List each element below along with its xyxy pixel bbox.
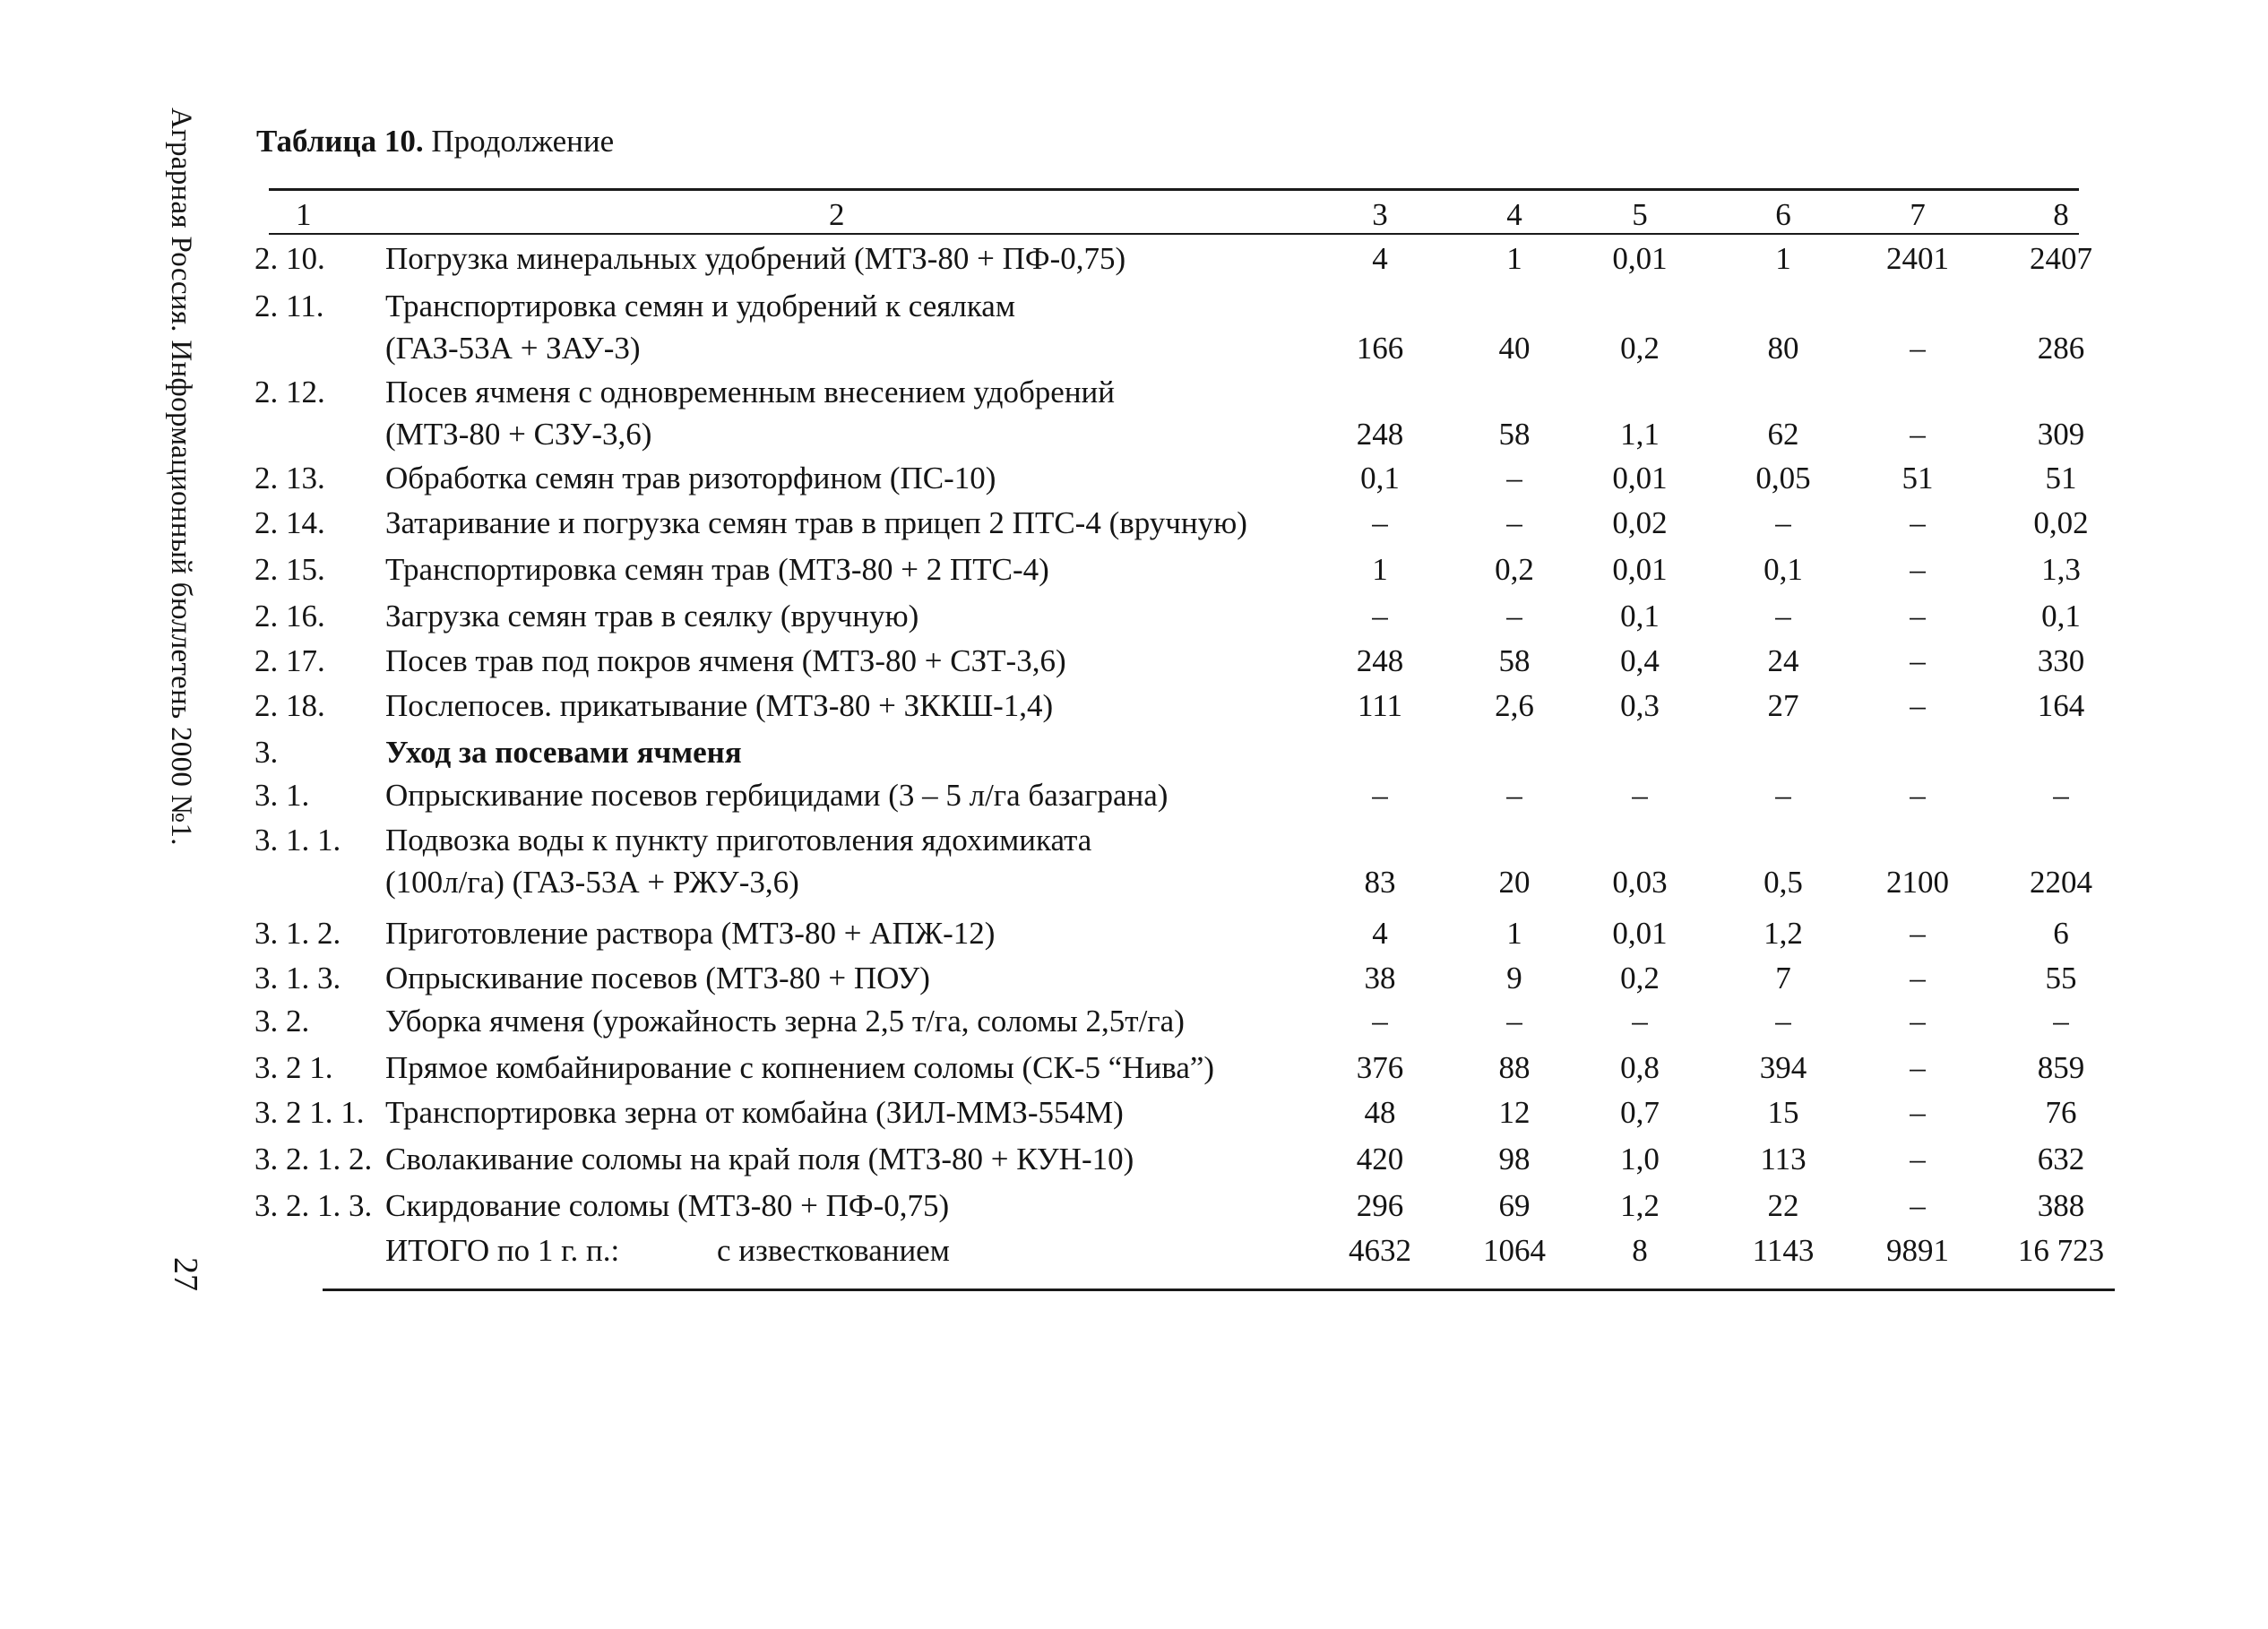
table-row (251, 774, 2142, 816)
table-row (251, 640, 2142, 682)
table-row (251, 237, 2142, 280)
value-col-5: 0,4 (1620, 643, 1660, 678)
row-number: 2. 15. (254, 552, 325, 587)
value-col-5: 0,3 (1620, 688, 1660, 723)
value-col-5: 1,0 (1620, 1142, 1660, 1176)
table-row (251, 819, 2142, 903)
value-col-6: 24 (1767, 643, 1799, 678)
table-row (251, 912, 2142, 954)
value-col-4: 0,2 (1495, 552, 1534, 587)
value-col-3: 166 (1356, 331, 1404, 366)
value-col-5: – (1632, 778, 1648, 813)
value-col-6: 27 (1767, 688, 1799, 723)
total-value-col-8: 16 723 (2017, 1233, 2105, 1268)
operation-name: Транспортировка семян трав (МТЗ-80 + 2 ПТС-4) (385, 552, 1049, 587)
column-header-6: 6 (1775, 197, 1791, 232)
operation-name: Загрузка семян трав в сеялку (вручную) (385, 599, 919, 634)
value-col-4: 69 (1498, 1188, 1531, 1223)
value-col-5: 0,1 (1620, 599, 1660, 634)
value-col-7: – (1910, 916, 1926, 951)
operation-name: Опрыскивание посевов гербицидами (3 – 5 л/га базаграна) (385, 778, 1168, 813)
table-row (251, 685, 2142, 727)
value-col-6: 62 (1767, 417, 1799, 452)
value-col-3: 1 (1372, 552, 1388, 587)
row-number: 3. 2 1. 1. (254, 1095, 365, 1130)
table-caption-text: Продолжение (423, 124, 615, 159)
running-head: Аграрная Россия. Информационный бюллетень 2000 №1. (165, 108, 197, 846)
value-col-8: 76 (2045, 1095, 2077, 1130)
row-number: 2. 11. (254, 289, 324, 323)
row-number: 3. 1. 1. (254, 823, 341, 858)
value-col-8: 0,1 (2041, 599, 2081, 634)
value-col-3: – (1372, 599, 1388, 634)
value-col-4: – (1506, 461, 1522, 496)
value-col-6: – (1775, 778, 1791, 813)
value-col-7: – (1910, 778, 1926, 813)
value-col-7: – (1910, 331, 1926, 366)
column-header-7: 7 (1910, 197, 1926, 232)
value-col-8: 6 (2053, 916, 2069, 951)
row-number: 2. 16. (254, 599, 325, 634)
value-col-6: 113 (1760, 1142, 1807, 1176)
value-col-4: – (1506, 778, 1522, 813)
value-col-4: 12 (1498, 1095, 1531, 1130)
operation-name: Сволакивание соломы на край поля (МТЗ-80 + КУН-10) (385, 1142, 1134, 1176)
table-row (251, 1047, 2142, 1089)
value-col-6: 15 (1767, 1095, 1799, 1130)
value-col-4: 58 (1498, 643, 1531, 678)
value-col-5: 0,8 (1620, 1050, 1660, 1085)
row-number: 2. 13. (254, 461, 325, 496)
value-col-5: 0,01 (1612, 241, 1668, 276)
value-col-7: 2100 (1886, 865, 1949, 900)
operation-name: Посев ячменя с одновременным внесением удобрений (385, 375, 1116, 409)
table-row (251, 457, 2142, 499)
operation-name: (ГАЗ-53А + ЗАУ-3) (385, 331, 641, 366)
table-row (251, 1138, 2142, 1180)
value-col-5: 0,03 (1612, 865, 1668, 900)
table-caption-label: Таблица 10. (256, 124, 424, 159)
value-col-4: 1 (1506, 916, 1522, 951)
value-col-8: 164 (2037, 688, 2085, 723)
value-col-5: 1,1 (1620, 417, 1660, 452)
row-number: 3. 1. 2. (254, 916, 341, 951)
value-col-8: 286 (2037, 331, 2085, 366)
total-note: с известкованием (717, 1233, 950, 1268)
value-col-4: 98 (1498, 1142, 1531, 1176)
value-col-5: – (1632, 1004, 1648, 1039)
value-col-8: 0,02 (2033, 505, 2089, 540)
value-col-5: 0,7 (1620, 1095, 1660, 1130)
operation-name: (100л/га) (ГАЗ-53А + РЖУ-3,6) (385, 865, 799, 900)
column-header-1: 1 (296, 197, 312, 232)
value-col-3: 38 (1364, 961, 1396, 996)
value-col-7: – (1910, 1095, 1926, 1130)
value-col-7: – (1910, 1050, 1926, 1085)
operation-name: Транспортировка семян и удобрений к сеялкам (385, 289, 1015, 323)
value-col-8: – (2053, 1004, 2069, 1039)
value-col-6: – (1775, 599, 1791, 634)
value-col-5: 0,01 (1612, 916, 1668, 951)
value-col-8: 2204 (2030, 865, 2092, 900)
value-col-3: 376 (1356, 1050, 1404, 1085)
value-col-8: 859 (2037, 1050, 2085, 1085)
table-row (251, 731, 2142, 773)
total-row (251, 1229, 2142, 1271)
row-number: 2. 18. (254, 688, 325, 723)
operation-name: Уход за посевами ячменя (385, 735, 742, 770)
value-col-3: 420 (1356, 1142, 1404, 1176)
value-col-4: 20 (1498, 865, 1531, 900)
column-header-4: 4 (1506, 197, 1522, 232)
value-col-8: 51 (2045, 461, 2077, 496)
column-header-8: 8 (2053, 197, 2069, 232)
value-col-7: – (1910, 1188, 1926, 1223)
value-col-6: 1 (1775, 241, 1791, 276)
table-row (251, 1091, 2142, 1133)
value-col-3: 296 (1356, 1188, 1404, 1223)
operation-name: Приготовление раствора (МТЗ-80 + АПЖ-12) (385, 916, 996, 951)
value-col-3: 4 (1372, 241, 1388, 276)
value-col-6: 0,1 (1764, 552, 1803, 587)
operation-name: (МТЗ-80 + СЗУ-3,6) (385, 417, 652, 452)
row-number: 3. (254, 735, 279, 770)
value-col-4: 58 (1498, 417, 1531, 452)
value-col-8: 1,3 (2041, 552, 2081, 587)
value-col-7: – (1910, 599, 1926, 634)
total-value-col-7: 9891 (1886, 1233, 1949, 1268)
operation-name: Обработка семян трав ризоторфином (ПС-10) (385, 461, 996, 496)
value-col-4: – (1506, 599, 1522, 634)
value-col-3: 248 (1356, 643, 1404, 678)
value-col-7: – (1910, 1142, 1926, 1176)
value-col-6: 1,2 (1764, 916, 1803, 951)
column-header-5: 5 (1632, 197, 1648, 232)
value-col-8: 330 (2037, 643, 2085, 678)
value-col-7: – (1910, 552, 1926, 587)
table-row (251, 548, 2142, 590)
table-bottom-rule (323, 1289, 2115, 1291)
column-header-3: 3 (1372, 197, 1388, 232)
row-number: 3. 1. 3. (254, 961, 341, 996)
value-col-3: – (1372, 1004, 1388, 1039)
table-row (251, 1000, 2142, 1042)
value-col-3: – (1372, 778, 1388, 813)
row-number: 3. 2. (254, 1004, 310, 1039)
value-col-3: 0,1 (1360, 461, 1400, 496)
value-col-7: – (1910, 688, 1926, 723)
value-col-4: 2,6 (1495, 688, 1534, 723)
value-col-6: – (1775, 505, 1791, 540)
operation-name: Уборка ячменя (урожайность зерна 2,5 т/га, соломы 2,5т/га) (385, 1004, 1185, 1039)
value-col-5: 1,2 (1620, 1188, 1660, 1223)
table-top-rule (269, 188, 2079, 191)
total-value-col-5: 8 (1632, 1233, 1648, 1268)
table-caption (256, 124, 614, 159)
row-number: 3. 2. 1. 2. (254, 1142, 373, 1176)
page-number: 27 (167, 1257, 204, 1291)
value-col-7: – (1910, 643, 1926, 678)
value-col-4: 1 (1506, 241, 1522, 276)
row-number: 2. 17. (254, 643, 325, 678)
value-col-3: 48 (1364, 1095, 1396, 1130)
value-col-7: – (1910, 1004, 1926, 1039)
value-col-5: 0,2 (1620, 961, 1660, 996)
table-row (251, 595, 2142, 637)
value-col-6: 7 (1775, 961, 1791, 996)
column-header-2: 2 (829, 197, 845, 232)
operation-name: Подвозка воды к пункту приготовления ядохимиката (385, 823, 1092, 858)
table-row (251, 1185, 2142, 1227)
operation-name: Транспортировка зерна от комбайна (ЗИЛ-ММЗ-554М) (385, 1095, 1124, 1130)
value-col-6: 0,05 (1755, 461, 1811, 496)
table-row (251, 957, 2142, 999)
value-col-4: – (1506, 1004, 1522, 1039)
row-number: 2. 10. (254, 241, 325, 276)
value-col-5: 0,02 (1612, 505, 1668, 540)
value-col-7: – (1910, 417, 1926, 452)
value-col-4: 88 (1498, 1050, 1531, 1085)
value-col-4: – (1506, 505, 1522, 540)
value-col-7: – (1910, 961, 1926, 996)
running-head-sidebar (161, 108, 197, 1290)
row-number: 3. 2. 1. 3. (254, 1188, 373, 1223)
value-col-7: – (1910, 505, 1926, 540)
value-col-8: 55 (2045, 961, 2077, 996)
value-col-8: 388 (2037, 1188, 2085, 1223)
value-col-6: 394 (1759, 1050, 1807, 1085)
value-col-8: 2407 (2030, 241, 2092, 276)
operation-name: Посев трав под покров ячменя (МТЗ-80 + СЗТ-3,6) (385, 643, 1066, 678)
value-col-8: – (2053, 778, 2069, 813)
value-col-3: 248 (1356, 417, 1404, 452)
total-label: ИТОГО по 1 г. п.: (385, 1233, 620, 1268)
total-value-col-3: 4632 (1349, 1233, 1411, 1268)
value-col-5: 0,01 (1612, 461, 1668, 496)
value-col-7: 51 (1901, 461, 1934, 496)
value-col-6: 0,5 (1764, 865, 1803, 900)
value-col-3: 111 (1358, 688, 1402, 723)
value-col-3: 4 (1372, 916, 1388, 951)
value-col-4: 40 (1498, 331, 1531, 366)
row-number: 3. 2 1. (254, 1050, 333, 1085)
value-col-3: 83 (1364, 865, 1396, 900)
total-value-col-4: 1064 (1483, 1233, 1546, 1268)
value-col-7: 2401 (1886, 241, 1949, 276)
value-col-5: 0,01 (1612, 552, 1668, 587)
row-number: 3. 1. (254, 778, 310, 813)
table-row (251, 285, 2142, 369)
table-header-row (251, 194, 2142, 236)
value-col-5: 0,2 (1620, 331, 1660, 366)
value-col-6: 80 (1767, 331, 1799, 366)
row-number: 2. 12. (254, 375, 325, 409)
value-col-8: 309 (2037, 417, 2085, 452)
table-row (251, 371, 2142, 455)
table-row (251, 502, 2142, 544)
total-value-col-6: 1143 (1752, 1233, 1815, 1268)
value-col-3: – (1372, 505, 1388, 540)
value-col-6: – (1775, 1004, 1791, 1039)
operation-name: Затаривание и погрузка семян трав в прицеп 2 ПТС-4 (вручную) (385, 505, 1247, 540)
operation-name: Погрузка минеральных удобрений (МТЗ-80 + ПФ-0,75) (385, 241, 1126, 276)
value-col-8: 632 (2037, 1142, 2085, 1176)
operation-name: Послепосев. прикатывание (МТЗ-80 + ЗККШ-1,4) (385, 688, 1054, 723)
value-col-6: 22 (1767, 1188, 1799, 1223)
operation-name: Прямое комбайнирование с копнением соломы (СК-5 “Нива”) (385, 1050, 1215, 1085)
operation-name: Опрыскивание посевов (МТЗ-80 + ПОУ) (385, 961, 930, 996)
row-number: 2. 14. (254, 505, 325, 540)
operation-name: Скирдование соломы (МТЗ-80 + ПФ-0,75) (385, 1188, 950, 1223)
table-header-rule (269, 233, 2079, 235)
value-col-4: 9 (1506, 961, 1522, 996)
